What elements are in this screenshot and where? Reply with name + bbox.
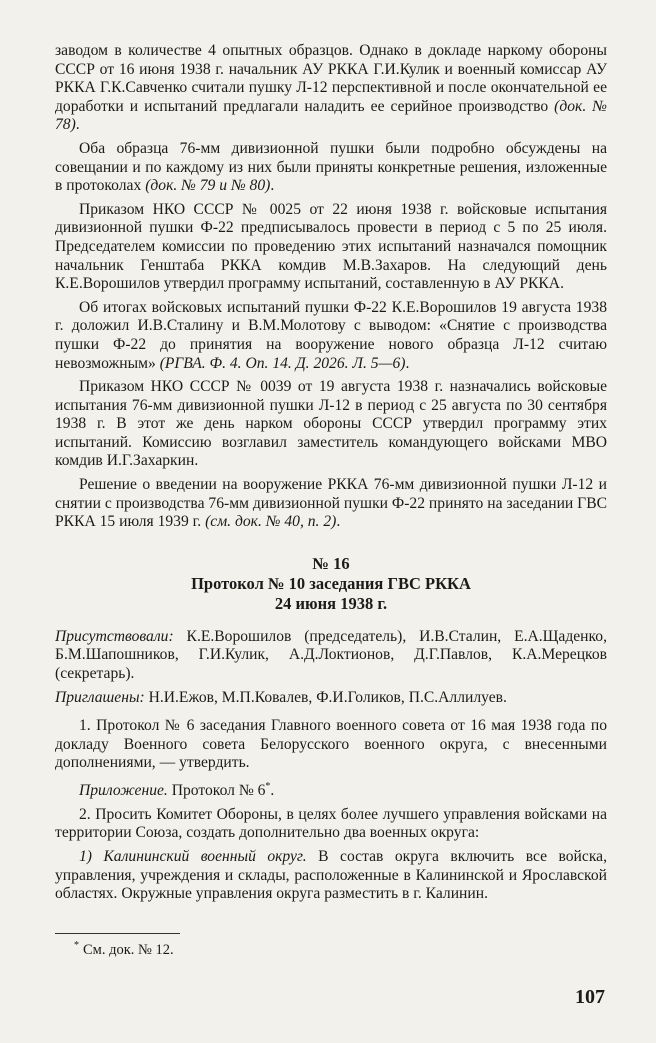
- page-number: 107: [575, 986, 605, 1008]
- archive-reference: (РГВА. Ф. 4. Оп. 14. Д. 2026. Л. 5—6): [159, 354, 406, 372]
- paragraph: [55, 476, 607, 532]
- main-text-column: [55, 42, 607, 909]
- paragraph-tail: .: [75, 116, 80, 134]
- document-date: 24 июня 1938 г.: [274, 593, 388, 613]
- document-reference: (док. № 78): [55, 97, 607, 134]
- paragraph: [55, 42, 607, 135]
- paragraph: [55, 201, 607, 294]
- present-label: Присутствовали:: [55, 627, 174, 645]
- paragraph: [55, 299, 607, 373]
- document-title: Протокол № 10 заседания ГВС РККА: [191, 573, 471, 593]
- document-number: № 16: [312, 553, 350, 573]
- paragraph-text: Оба образца 76-мм дивизионной пушки были подробно обсуждены на совещании и по каждому из них были приняты конкретные решения, изложенные в протоколах: [55, 139, 607, 195]
- footnote-divider: [55, 933, 180, 934]
- paragraph-tail: .: [405, 354, 410, 372]
- item-2-text: 2. Просить Комитет Обороны, в целях более лучшего управления войсками на территории Союза, создать дополнительно два военных округа:: [55, 805, 607, 842]
- invited-label: Приглашены:: [55, 688, 145, 706]
- present-names: К.Е.Ворошилов (председатель), И.В.Сталин, Е.А.Щаденко, Б.М.Шапошников, Г.И.Кулик, А.Д.Локтионов, Д.Г.Павлов, К.А.Мерецков (секретарь).: [55, 627, 607, 683]
- document-reference: (см. док. № 40, п. 2): [205, 513, 337, 531]
- paragraph-text: заводом в количестве 4 опытных образцов. Однако в докладе наркому обороны СССР от 16 июня 1938 г. начальник АУ РККА Г.И.Кулик и военный комиссар АУ РККА Г.К.Савченко считали пушку Л-12 перспективной и после окончательной ее доработки и испытаний предлагали наладить ее серийное производство: [55, 42, 607, 115]
- item-1: [55, 717, 607, 773]
- appendix-label: Приложение.: [79, 782, 168, 800]
- sub-item-text: В состав округа включить все войска, управления, учреждения и склады, расположенные в Калининской и Ярославской областях. Окружные управления округа разместить в г. Калинин.: [55, 847, 607, 903]
- paragraph-text: Решение о введении на вооружение РККА 76-мм дивизионной пушки Л-12 и снятии с производства 76-мм дивизионной пушки Ф-22 принято на заседании ГВС РККА 15 июля 1939 г.: [55, 476, 607, 531]
- appendix-end: .: [270, 782, 275, 800]
- sub-item-label: 1) Калининский военный округ.: [79, 847, 307, 865]
- present-list: [55, 628, 607, 684]
- footnote-mark[interactable]: *: [265, 781, 271, 792]
- footnote: [74, 940, 174, 959]
- item-2-sub-1: [55, 848, 607, 904]
- appendix-line: [55, 778, 607, 801]
- paragraph: [55, 140, 607, 196]
- item-2: [55, 806, 607, 843]
- item-1-text: 1. Протокол № 6 заседания Главного военного совета от 16 мая 1938 года по докладу Военного совета Белорусского военного округа, с внесенными дополнениями, — утвердить.: [55, 717, 607, 772]
- footnote-marker: *: [74, 940, 79, 951]
- paragraph-tail: .: [336, 513, 341, 531]
- invited-names: Н.И.Ежов, М.П.Ковалев, Ф.И.Голиков, П.С.Аллилуев.: [144, 688, 507, 706]
- footnote-text: См. док. № 12.: [83, 941, 174, 958]
- paragraph: [55, 378, 607, 471]
- paragraph-tail: .: [270, 177, 275, 195]
- invited-list: [55, 689, 607, 708]
- paragraph-text: Приказом НКО СССР № 0025 от 22 июня 1938 г. войсковые испытания дивизионной пушки Ф-22 предписывалось провести в период с 5 по 25 июля. Председателем комиссии по проведению этих испытаний назначался помощник начальник Генштаба РККА комдив М.В.Захаров. На следующий день К.Е.Ворошилов утвердил программу испытаний, составленную в АУ РККА.: [55, 200, 607, 293]
- appendix-text: Протокол № 6: [167, 782, 266, 800]
- paragraph-text: Об итогах войсковых испытаний пушки Ф-22 К.Е.Ворошилов 19 августа 1938 г. доложил И.В.Сталину и В.М.Молотову с выводом: «Снятие с производства пушки Ф-22 до принятия на вооружение нового образца Л-12 считаю невозможным»: [55, 298, 607, 372]
- document-reference: (док. № 79 и № 80): [145, 177, 271, 195]
- paragraph-text: Приказом НКО СССР № 0039 от 19 августа 1938 г. назначались войсковые испытания 76-мм дивизионной пушки Л-12 в период с 25 августа по 30 сентября 1938 г. В этот же день нарком обороны СССР утвердил программу этих испытаний. Комиссию возглавил заместитель командующего войсками МВО комдив И.Г.Захаркин.: [55, 378, 607, 470]
